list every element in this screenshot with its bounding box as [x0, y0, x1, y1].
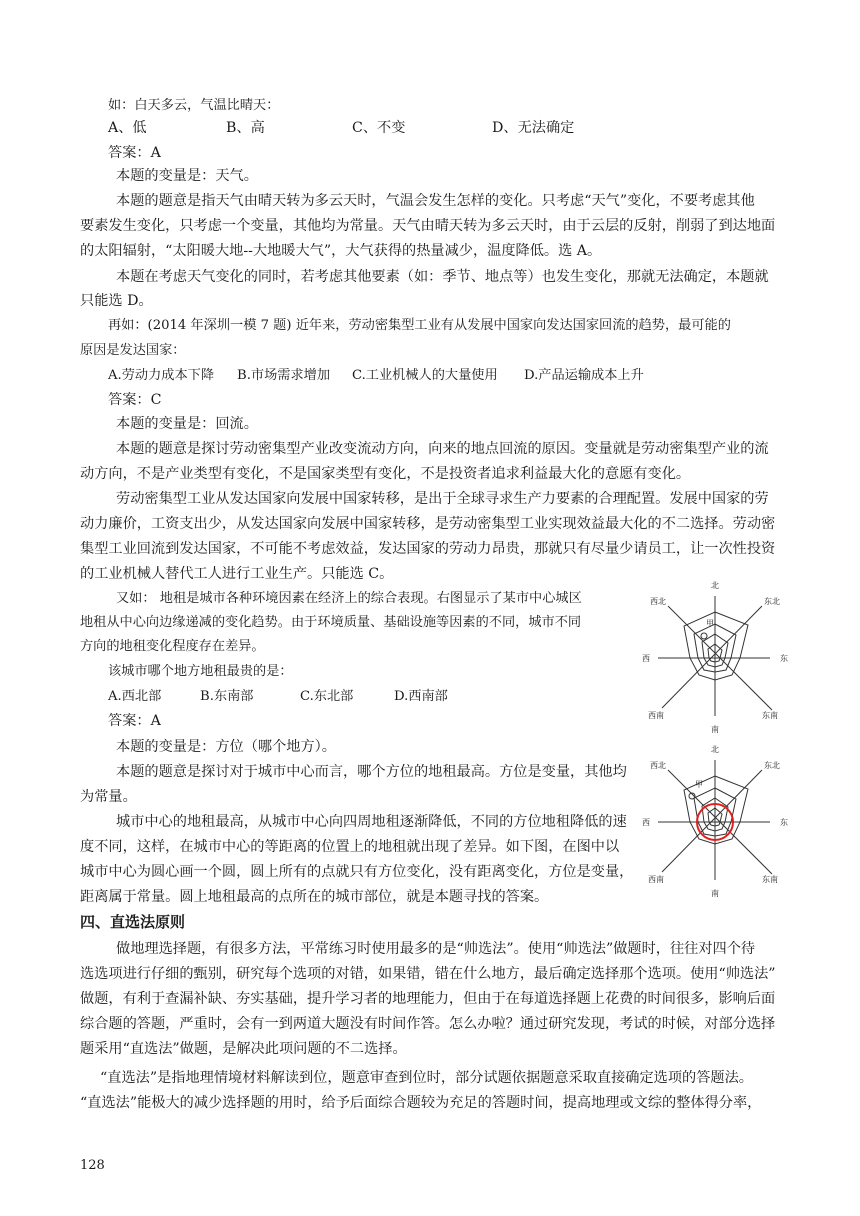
ex3-intro-line2: 地租从中心向边缘递减的变化趋势。由于环境质量、基础设施等因素的不同，城市不同 [80, 615, 582, 630]
label-jia: 甲 [695, 780, 703, 789]
ex2-para2-line1: 劳动密集型工业从发达国家向发展中国家转移，是出于全球寻求生产力要素的合理配置。发展中国家的劳 [116, 491, 769, 507]
ex3-option-c: C.东北部 [300, 689, 354, 704]
ex1-option-c: C、不变 [352, 120, 406, 136]
ex2-variable: 本题的变量是：回流。 [116, 416, 258, 432]
contour-outer [684, 776, 748, 844]
ex2-para2-line3: 集型工业回流到发达国家，不可能不考虑效益，发达国家的劳动力昂贵，那就只有尽量少请员工，让一次性投资 [80, 541, 776, 557]
ex2-option-d: D.产品运输成本上升 [524, 368, 644, 383]
label-northeast: 东北 [764, 761, 780, 770]
ex1-para2-line2: 只能选 D。 [80, 293, 153, 309]
sec4-para1-line3: 做题，有利于查漏补缺、夯实基础，提升学习者的地理能力，但由于在每道选择题上花费的时间很多，影响后面 [80, 991, 776, 1007]
label-southwest: 西南 [648, 711, 664, 720]
ex3-variable: 本题的变量是：方位（哪个地方）。 [116, 739, 336, 755]
sec4-para2-line2: “直选法”能极大的减少选择题的用时，给予后面综合题较为充足的答题时间，提高地理或文综的整体得分率， [80, 1095, 762, 1111]
ex3-intro-line3: 方向的地租变化程度存在差异。 [80, 639, 265, 654]
ex2-para2-line2: 动力廉价，工资支出少，从发达国家向发展中国家转移，是劳动密集型工业实现效益最大化的不二选择。劳动密 [80, 516, 776, 532]
ex2-answer: 答案：C [108, 392, 162, 408]
ex3-para2-line3: 城市中心为圆心画一个圆，圆上所有的点就只有方位变化，没有距离变化，方位是变量， [80, 864, 634, 880]
sec4-para1-line1: 做地理选择题，有很多方法，平常练习时使用最多的是“帅选法”。使用“帅选法”做题时，往往对四个待 [116, 941, 756, 957]
ex1-option-d: D、无法确定 [492, 120, 575, 136]
ex2-option-b: B.市场需求增加 [237, 368, 331, 383]
label-southwest: 西南 [648, 875, 664, 884]
ex3-option-b: B.东南部 [200, 689, 254, 704]
ex1-para2-line1: 本题在考虑天气变化的同时，若考虑其他要素（如：季节、地点等）也发生变化，那就无法确定，本题就 [116, 269, 769, 285]
ex3-para1-line2: 为常量。 [80, 789, 137, 805]
ex3-option-d: D.西南部 [394, 689, 448, 704]
ex3-para2-line1: 城市中心的地租最高，从城市中心向四周地租逐渐降低，不同的方位地租降低的速 [116, 814, 627, 830]
ex3-option-a: A.西北部 [108, 689, 162, 704]
ex3-para1-line1: 本题的题意是探讨对于城市中心而言，哪个方位的地租最高。方位是变量，其他均 [116, 764, 627, 780]
ex2-option-c: C.工业机械人的大量使用 [352, 368, 498, 383]
ex2-question-line1: 再如：(2014 年深圳一模 7 题) 近年来，劳动密集型工业有从发展中国家向发达国家回流的趋势，最可能的 [108, 318, 731, 333]
ex1-option-b: B、高 [226, 120, 265, 136]
ex1-para1-line1: 本题的题意是指天气由晴天转为多云天时，气温会发生怎样的变化。只考虑“天气”变化，不要考虑其他 [116, 193, 755, 209]
ex2-para1-line1: 本题的题意是探讨劳动密集型产业改变流动方向，向来的地点回流的原因。变量就是劳动密集型产业的流 [116, 441, 769, 457]
label-jia: 甲 [706, 619, 714, 628]
ex1-para1-line3: 的太阳辐射，“太阳暖大地--大地暖大气”，大气获得的热量减少，温度降低。选 A。 [80, 243, 602, 259]
label-west: 西 [642, 654, 650, 663]
axis-ne-sw [662, 770, 762, 872]
label-northwest: 西北 [650, 761, 666, 770]
ex3-answer: 答案：A [108, 713, 161, 729]
label-east: 东 [780, 818, 788, 827]
ex2-para1-line2: 动方向，不是产业类型有变化，不是国家类型有变化，不是投资者追求利益最大化的意愿有变化。 [80, 466, 691, 482]
ex2-option-a: A.劳动力成本下降 [108, 368, 215, 383]
label-northwest: 西北 [650, 597, 666, 606]
sec4-para1-line2: 选选项进行仔细的甄别，研究每个选项的对错，如果错，错在什么地方，最后确定选择那个选项。使用“帅选法” [80, 966, 776, 982]
label-southeast: 东南 [762, 711, 778, 720]
rent-diagram-top [640, 576, 800, 736]
label-southeast: 东南 [762, 875, 778, 884]
ex1-para1-line2: 要素发生变化，只考虑一个变量，其他均为常量。天气由晴天转为多云天时，由于云层的反射，削弱了到达地面 [80, 218, 776, 234]
point-jia [701, 633, 707, 639]
ex3-intro-line1: 又如： 地租是城市各种环境因素在经济上的综合表现。右图显示了某市中心城区 [116, 591, 582, 606]
label-south: 南 [711, 725, 719, 734]
page-number: 128 [80, 1158, 105, 1173]
ex2-para2-line4: 的工业机械人替代工人进行工业生产。只能选 C。 [80, 566, 394, 582]
contour-outer [684, 612, 748, 680]
section-heading: 四、直选法原则 [80, 913, 186, 931]
ex1-option-a: A、低 [108, 120, 147, 136]
rent-diagram-bottom [640, 740, 800, 900]
ex3-para2-line2: 度不同，这样，在城市中心的等距离的位置上的地租就出现了差异。如下图，在图中以 [80, 839, 620, 855]
label-west: 西 [642, 818, 650, 827]
sec4-para1-line4: 综合题的答题，严重时，会有一到两道大题没有时间作答。怎么办啦？通过研究发现，考试的时候，对部分选择 [80, 1016, 776, 1032]
ex1-variable: 本题的变量是：天气。 [116, 168, 258, 184]
label-north: 北 [711, 745, 719, 754]
sec4-para1-line5: 题采用“直选法”做题，是解决此项问题的不二选择。 [80, 1041, 407, 1057]
ex1-answer: 答案：A [108, 145, 161, 161]
ex3-para2-line4: 距离属于常量。圆上地租最高的点所在的城市部位，就是本题寻找的答案。 [80, 889, 549, 905]
ex1-question: 如：白天多云，气温比晴天： [108, 98, 280, 113]
sec4-para2-line1: “直选法”是指地理情境材料解读到位，题意审查到位时，部分试题依据题意采取直接确定选项的答题法。 [100, 1070, 753, 1086]
label-south: 南 [711, 889, 719, 898]
label-east: 东 [780, 654, 788, 663]
label-northeast: 东北 [764, 597, 780, 606]
ex2-question-line2: 原因是发达国家： [80, 343, 186, 358]
ex3-question: 该城市哪个地方地租最贵的是： [108, 664, 293, 679]
label-north: 北 [711, 581, 719, 590]
